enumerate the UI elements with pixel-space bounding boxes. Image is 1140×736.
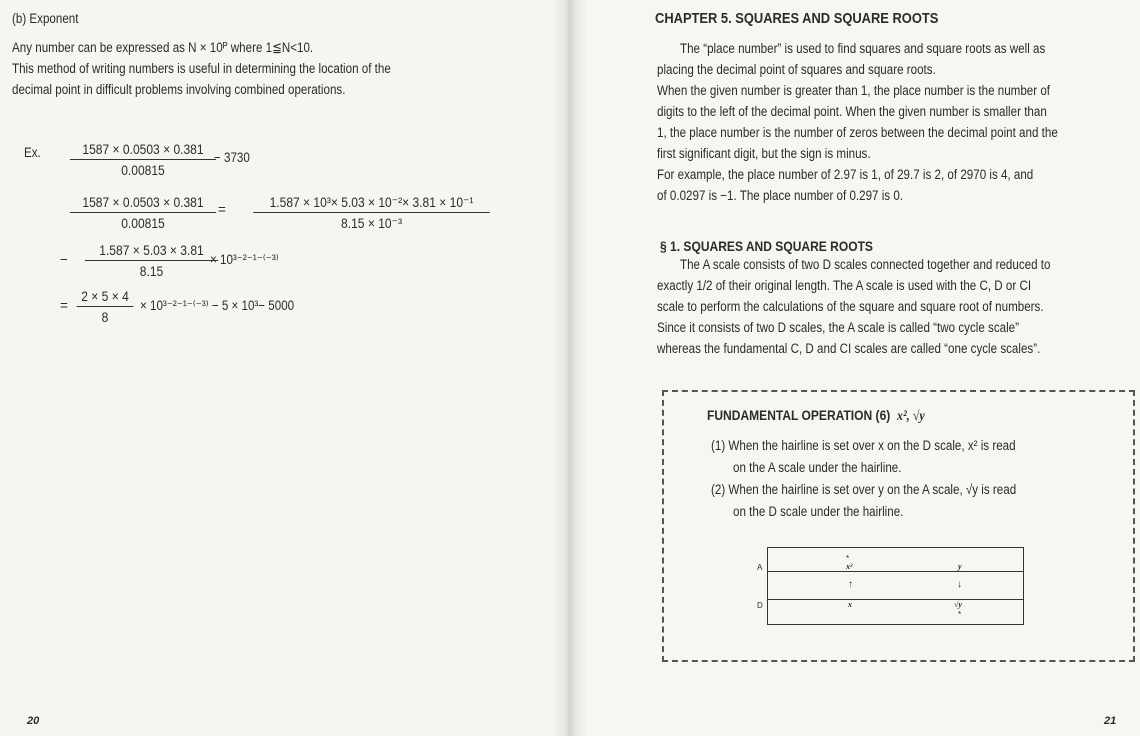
box-item-1-line-2: on the A scale under the hairline. [733, 460, 902, 475]
box-title-text: FUNDAMENTAL OPERATION (6) [707, 407, 891, 423]
equation-3-sign: − [60, 252, 68, 267]
paragraph-line-3: decimal point in difficult problems involving combined operations. [12, 82, 346, 97]
intro-line-4: digits to the left of the decimal point. When the given number is smaller than [657, 104, 1047, 119]
diagram-label-a: A [757, 563, 763, 572]
diagram-mark-star-top: * [846, 554, 850, 563]
diagram-mark-sqrty: √y [954, 600, 962, 609]
section-line-1: The A scale consists of two D scales connected together and reduced to [680, 257, 1051, 272]
equation-1-fraction [70, 140, 216, 179]
equation-4-denominator: 8 [101, 309, 109, 325]
equation-4-numerator: 2 × 5 × 4 [77, 287, 134, 307]
section-line-2: exactly 1/2 of their original length. The A scale is used with the C, D or CI [657, 278, 1032, 293]
example-label: Ex. [24, 145, 41, 160]
equation-2-rhs-denominator: 8.15 × 10⁻³ [341, 215, 402, 231]
intro-line-3: When the given number is greater than 1, the place number is the number of [657, 83, 1051, 98]
equation-4-fraction [77, 287, 134, 326]
equation-4-exponent-result: × 10³⁻²⁻¹⁻⁽⁻³⁾ − 5 × 10³− 5000 [140, 298, 295, 313]
box-item-2-line-1: (2) When the hairline is set over y on the A scale, √y is read [711, 482, 1017, 497]
page-number-left: 20 [27, 715, 40, 727]
chapter-title: CHAPTER 5. SQUARES AND SQUARE ROOTS [655, 10, 939, 27]
equation-1-result: − 3730 [214, 150, 250, 165]
equation-3-numerator: 1.587 × 5.03 × 3.81 [85, 241, 218, 261]
equation-2-rhs-fraction [253, 193, 490, 232]
diagram-line-lower [768, 599, 1023, 600]
section-line-5: whereas the fundamental C, D and CI scales are called “one cycle scales”. [657, 341, 1041, 356]
section-title: § 1. SQUARES AND SQUARE ROOTS [660, 238, 873, 254]
diagram-mark-star-bottom: * [958, 610, 962, 619]
intro-line-2: placing the decimal point of squares and square roots. [657, 62, 936, 77]
equation-2-lhs-denominator: 0.00815 [121, 215, 165, 231]
equation-1-denominator: 0.00815 [121, 162, 165, 178]
box-title [707, 405, 925, 427]
equation-2-rhs-numerator: 1.587 × 10³× 5.03 × 10⁻²× 3.81 × 10⁻¹ [253, 193, 490, 213]
box-title-math: x², √y [897, 409, 925, 424]
paragraph-line-1: Any number can be expressed as N × 10ᴾ where 1≦N<10. [12, 40, 314, 55]
slide-rule-diagram [767, 547, 1024, 625]
equation-3-exponent: × 10³⁻²⁻¹⁻⁽⁻³⁾ [210, 252, 279, 267]
diagram-mark-x2: x² [846, 562, 853, 571]
equation-3-fraction [85, 241, 218, 280]
intro-line-1: The “place number” is used to find squares and square roots as well as [680, 41, 1046, 56]
book-gutter [552, 0, 588, 736]
intro-line-5: 1, the place number is the number of zeros between the decimal point and the [657, 125, 1058, 140]
diagram-arrow-up-icon: ↑ [848, 579, 853, 590]
diagram-mark-y: y [958, 562, 962, 571]
exponent-heading: (b) Exponent [12, 11, 79, 26]
diagram-mark-x: x [848, 600, 852, 609]
box-item-2-line-2: on the D scale under the hairline. [733, 504, 904, 519]
page-number-right: 21 [1104, 715, 1117, 727]
intro-line-7: For example, the place number of 2.97 is 1, of 29.7 is 2, of 2970 is 4, and [657, 167, 1034, 182]
intro-line-8: of 0.0297 is −1. The place number of 0.297 is 0. [657, 188, 904, 203]
equation-1-numerator: 1587 × 0.0503 × 0.381 [70, 140, 216, 160]
equation-4-equals: = [60, 298, 68, 313]
equation-3-denominator: 8.15 [139, 263, 164, 279]
diagram-arrow-down-icon: ↓ [957, 579, 962, 590]
equation-2-equals: = [218, 202, 226, 217]
section-line-3: scale to perform the calculations of the square and square root of numbers. [657, 299, 1044, 314]
diagram-label-d: D [757, 601, 763, 610]
diagram-line-upper [768, 571, 1023, 572]
equation-2-lhs-numerator: 1587 × 0.0503 × 0.381 [70, 193, 216, 213]
section-line-4: Since it consists of two D scales, the A scale is called “two cycle scale” [657, 320, 1019, 335]
equation-2-lhs-fraction [70, 193, 216, 232]
box-item-1-line-1: (1) When the hairline is set over x on the D scale, x² is read [711, 438, 1016, 453]
intro-line-6: first significant digit, but the sign is minus. [657, 146, 871, 161]
paragraph-line-2: This method of writing numbers is useful in determining the location of the [12, 61, 391, 76]
